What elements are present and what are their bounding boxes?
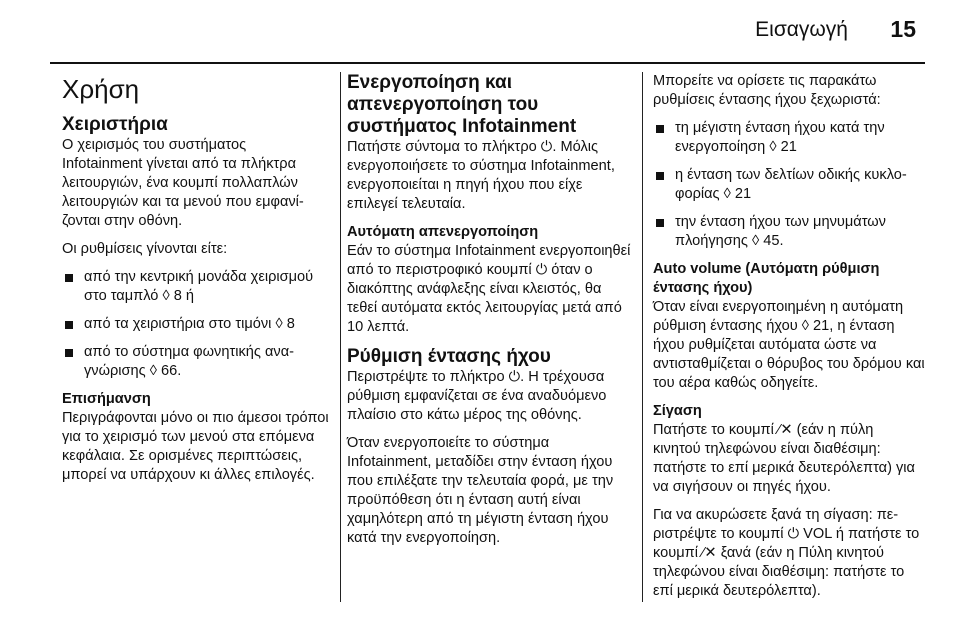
paragraph: Για να ακυρώσετε ξανά τη σίγαση: περιστρέψτε το κουμπί ⏻ VOL ή πατήστε το κουμπί ⁄✕ ξανά (εάν η Πύλη κινητού τηλεφώνου είναι διαθέσιμη: πατήστε το επί μερικά δευτερόλεπτα). [653, 507, 920, 599]
page-number: 15 [890, 16, 916, 42]
column-divider [642, 72, 643, 602]
paragraph: Ο χειρισμός του συστήματος Infotainment γίνεται από τα πλήκτρα λειτουργιών, ένα κουμπί πολλαπλών λειτουργιών και τα μενού που εμφανίζονται στην οθόνη. [62, 137, 304, 229]
paragraph: Όταν ενεργοποιείτε το σύστημα Infotainment, μεταδίδει στην ένταση ήχου που επιλέξατε την τελευταία φορά, με την προϋπόθεση ότι η ένταση αυτή είναι χαμηλότερη από τη μέγιστη ένταση ήχου κατά την ενεργοποίηση. [347, 435, 614, 546]
list-item: τη μέγιστη ένταση ήχου κατά την ενεργοποίηση ◊ 21 [653, 119, 925, 157]
heading-auto-off: Αυτόματη απενεργοποίηση [347, 224, 539, 240]
column-divider [340, 72, 341, 602]
heading-controls: Χειριστήρια [62, 114, 168, 135]
list-item: από την κεντρική μονάδα χειρισμού στο ταμπλό ◊ 8 ή [62, 268, 330, 306]
header-rule [50, 62, 925, 64]
list-item: την ένταση ήχου των μηνυμάτων πλοήγησης ◊ 45. [653, 213, 925, 251]
list-item: από το σύστημα φωνητικής αναγνώρισης ◊ 66. [62, 343, 330, 381]
chapter-title: Εισαγωγή [755, 18, 848, 41]
section-title: Χρήση [62, 74, 140, 104]
column-3 [653, 72, 925, 610]
heading-auto-volume: Auto volume (Αυτόματη ρύθμιση έντασης ήχου) [653, 261, 880, 296]
paragraph: Οι ρυθμίσεις γίνονται είτε: [62, 241, 228, 257]
page-header [0, 0, 960, 62]
list-item: η ένταση των δελτίων οδικής κυκλοφορίας ◊ 21 [653, 166, 925, 204]
column-1 [62, 72, 330, 494]
heading-power: Ενεργοποίηση και απενεργοποίηση του συστήματος Infotainment [347, 72, 577, 137]
list-item: από τα χειριστήρια στο τιμόνι ◊ 8 [62, 315, 330, 334]
paragraph: Περιστρέψτε το πλήκτρο ⏻. Η τρέχουσα ρύθμιση εμφανίζεται σε ένα αναδυόμενο πλαίσιο στο κάτω μέρος της οθόνης. [347, 369, 607, 423]
column-2 [347, 72, 631, 557]
heading-volume: Ρύθμιση έντασης ήχου [347, 346, 551, 367]
paragraph: Μπορείτε να ορίσετε τις παρακάτω ρυθμίσεις έντασης ήχου ξεχωριστά: [653, 73, 881, 108]
paragraph: Όταν είναι ενεργοποιημένη η αυτόματη ρύθμιση έντασης ήχου ◊ 21, η ένταση ήχου ρυθμίζεται αυτόματα ώστε να αντισταθμίζεται ο θόρυβος του δρόμου και του αέρα καθώς οδηγείτε. [653, 299, 925, 391]
paragraph: Εάν το σύστημα Infotainment ενεργοποιηθεί από το περιστροφικό κουμπί ⏻ όταν ο διακόπτης ανάφλεξης είναι κλειστός, θα τεθεί αυτόματα εκτός λειτουργίας μετά από 10 λεπτά. [347, 243, 631, 335]
paragraph: Πατήστε σύντομα το πλήκτρο ⏻. Μόλις ενεργοποιήσετε το σύστημα Infotainment, ενεργοποιείται η πηγή ήχου που είχε επιλεγεί τελευταία. [347, 139, 615, 212]
heading-mute: Σίγαση [653, 403, 702, 419]
note-title: Επισήμανση [62, 391, 151, 407]
paragraph: Πατήστε το κουμπί ⁄✕ (εάν η πύλη κινητού τηλεφώνου είναι διαθέσιμη: πατήστε το επί μερικά δευτερόλεπτα) για να σιγήσουν οι πηγές ήχου. [653, 422, 915, 495]
note-text: Περιγράφονται μόνο οι πιο άμεσοι τρόποι για το χειρισμό των μενού στα επόμενα κεφάλαια. Σε ορισμένες περιπτώσεις, μπορεί να υπάρχουν κι άλλες επιλογές. [62, 410, 329, 483]
